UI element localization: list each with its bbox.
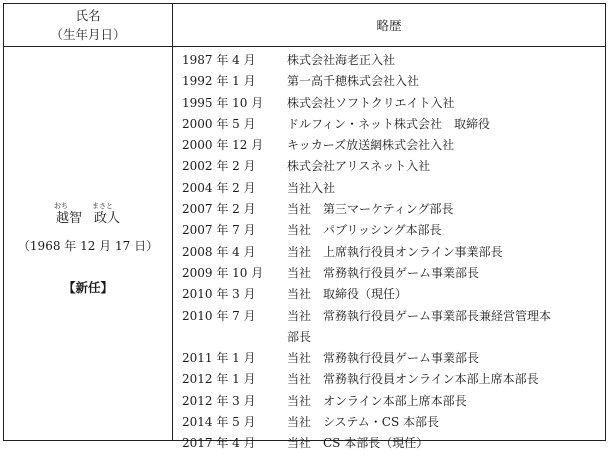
history-date: 2008 年 4 月	[182, 244, 256, 259]
history-row	[182, 199, 602, 220]
history-description: 第一高千穂株式会社入社	[287, 74, 420, 89]
birth-date: （1968 年 12 月 17 日）	[17, 239, 159, 253]
history-description: 当社 パブリッシング本部長	[287, 223, 442, 238]
header-name-label: 氏名	[75, 8, 101, 23]
history-description: 部長	[287, 329, 312, 344]
history-date: 2000 年 12 月	[182, 138, 264, 153]
history-row	[182, 263, 602, 284]
history-description: 当社 CS 本部長（現任）	[287, 436, 429, 451]
history-description: 当社 常務執行役員ゲーム事業部長	[287, 351, 480, 366]
header-history-label: 略歴	[376, 18, 402, 33]
header-dob-label: （生年月日）	[50, 27, 126, 42]
history-row	[182, 369, 602, 390]
history-date: 1987 年 4 月	[182, 53, 256, 67]
history-date: 2007 年 2 月	[182, 202, 256, 217]
history-date: 2011 年 1 月	[182, 351, 256, 366]
history-description: 株式会社アリスネット入社	[287, 159, 431, 174]
name-ruby	[4, 201, 172, 211]
header-divider	[4, 46, 605, 47]
history-row	[182, 93, 602, 114]
history-row	[182, 433, 602, 454]
history-row	[182, 348, 602, 369]
history-date: 2007 年 7 月	[182, 223, 256, 238]
history-list	[182, 50, 602, 455]
column-divider	[172, 4, 173, 440]
history-description: 当社 常務執行役員オンライン本部上席本部長	[287, 372, 539, 387]
history-row	[182, 327, 602, 348]
history-date: 2010 年 3 月	[182, 287, 256, 302]
history-date: 2009 年 10 月	[182, 265, 264, 280]
given-name: 政人	[94, 211, 121, 226]
history-row	[182, 114, 602, 135]
history-row	[182, 284, 602, 305]
history-date: 2014 年 5 月	[182, 415, 256, 430]
history-description: 当社 常務執行役員ゲーム事業部長兼経営管理本	[287, 308, 552, 323]
history-description: 当社 オンライン本部上席本部長	[287, 393, 467, 408]
history-row	[182, 242, 602, 263]
history-row	[182, 50, 602, 71]
history-date: 2002 年 2 月	[182, 159, 256, 174]
history-date: 2012 年 1 月	[182, 372, 256, 387]
officer-table	[3, 3, 606, 451]
history-description: 当社入社	[287, 180, 336, 195]
history-date: 2012 年 3 月	[182, 393, 256, 408]
history-description: 当社 常務執行役員ゲーム事業部長	[287, 265, 480, 280]
header-history-cell	[173, 4, 605, 46]
history-row	[182, 306, 602, 327]
history-date: 1992 年 1 月	[182, 74, 256, 89]
history-row	[182, 391, 602, 412]
history-description: キッカーズ放送網株式会社入社	[287, 138, 455, 153]
history-description: 当社 システム・CS 本部長	[287, 415, 440, 430]
history-row	[182, 220, 602, 241]
ruby-family: おち	[54, 202, 68, 210]
history-description: 株式会社ソフトクリエイト入社	[287, 95, 455, 110]
person-name	[4, 211, 172, 227]
history-description: 株式会社海老正入社	[287, 53, 396, 67]
history-row	[182, 178, 602, 199]
history-date: 1995 年 10 月	[182, 95, 264, 110]
history-row	[182, 135, 602, 156]
history-description: 当社 上席執行役員オンライン事業部長	[287, 244, 503, 259]
history-row	[182, 156, 602, 177]
header-name-cell	[4, 6, 172, 44]
family-name: 越智	[55, 211, 82, 226]
history-row	[182, 71, 602, 92]
history-description: ドルフィン・ネット株式会社 取締役	[287, 116, 491, 131]
history-description: 当社 第三マーケティング部長	[287, 202, 454, 217]
history-description: 当社 取締役（現任）	[287, 287, 408, 302]
history-date: 2004 年 2 月	[182, 180, 256, 195]
history-row	[182, 412, 602, 433]
ruby-given: まさと	[92, 202, 113, 210]
history-date: 2000 年 5 月	[182, 116, 256, 131]
history-date: 2017 年 4 月	[182, 436, 256, 451]
status-badge: 【新任】	[62, 280, 113, 295]
history-date: 2010 年 7 月	[182, 308, 256, 323]
